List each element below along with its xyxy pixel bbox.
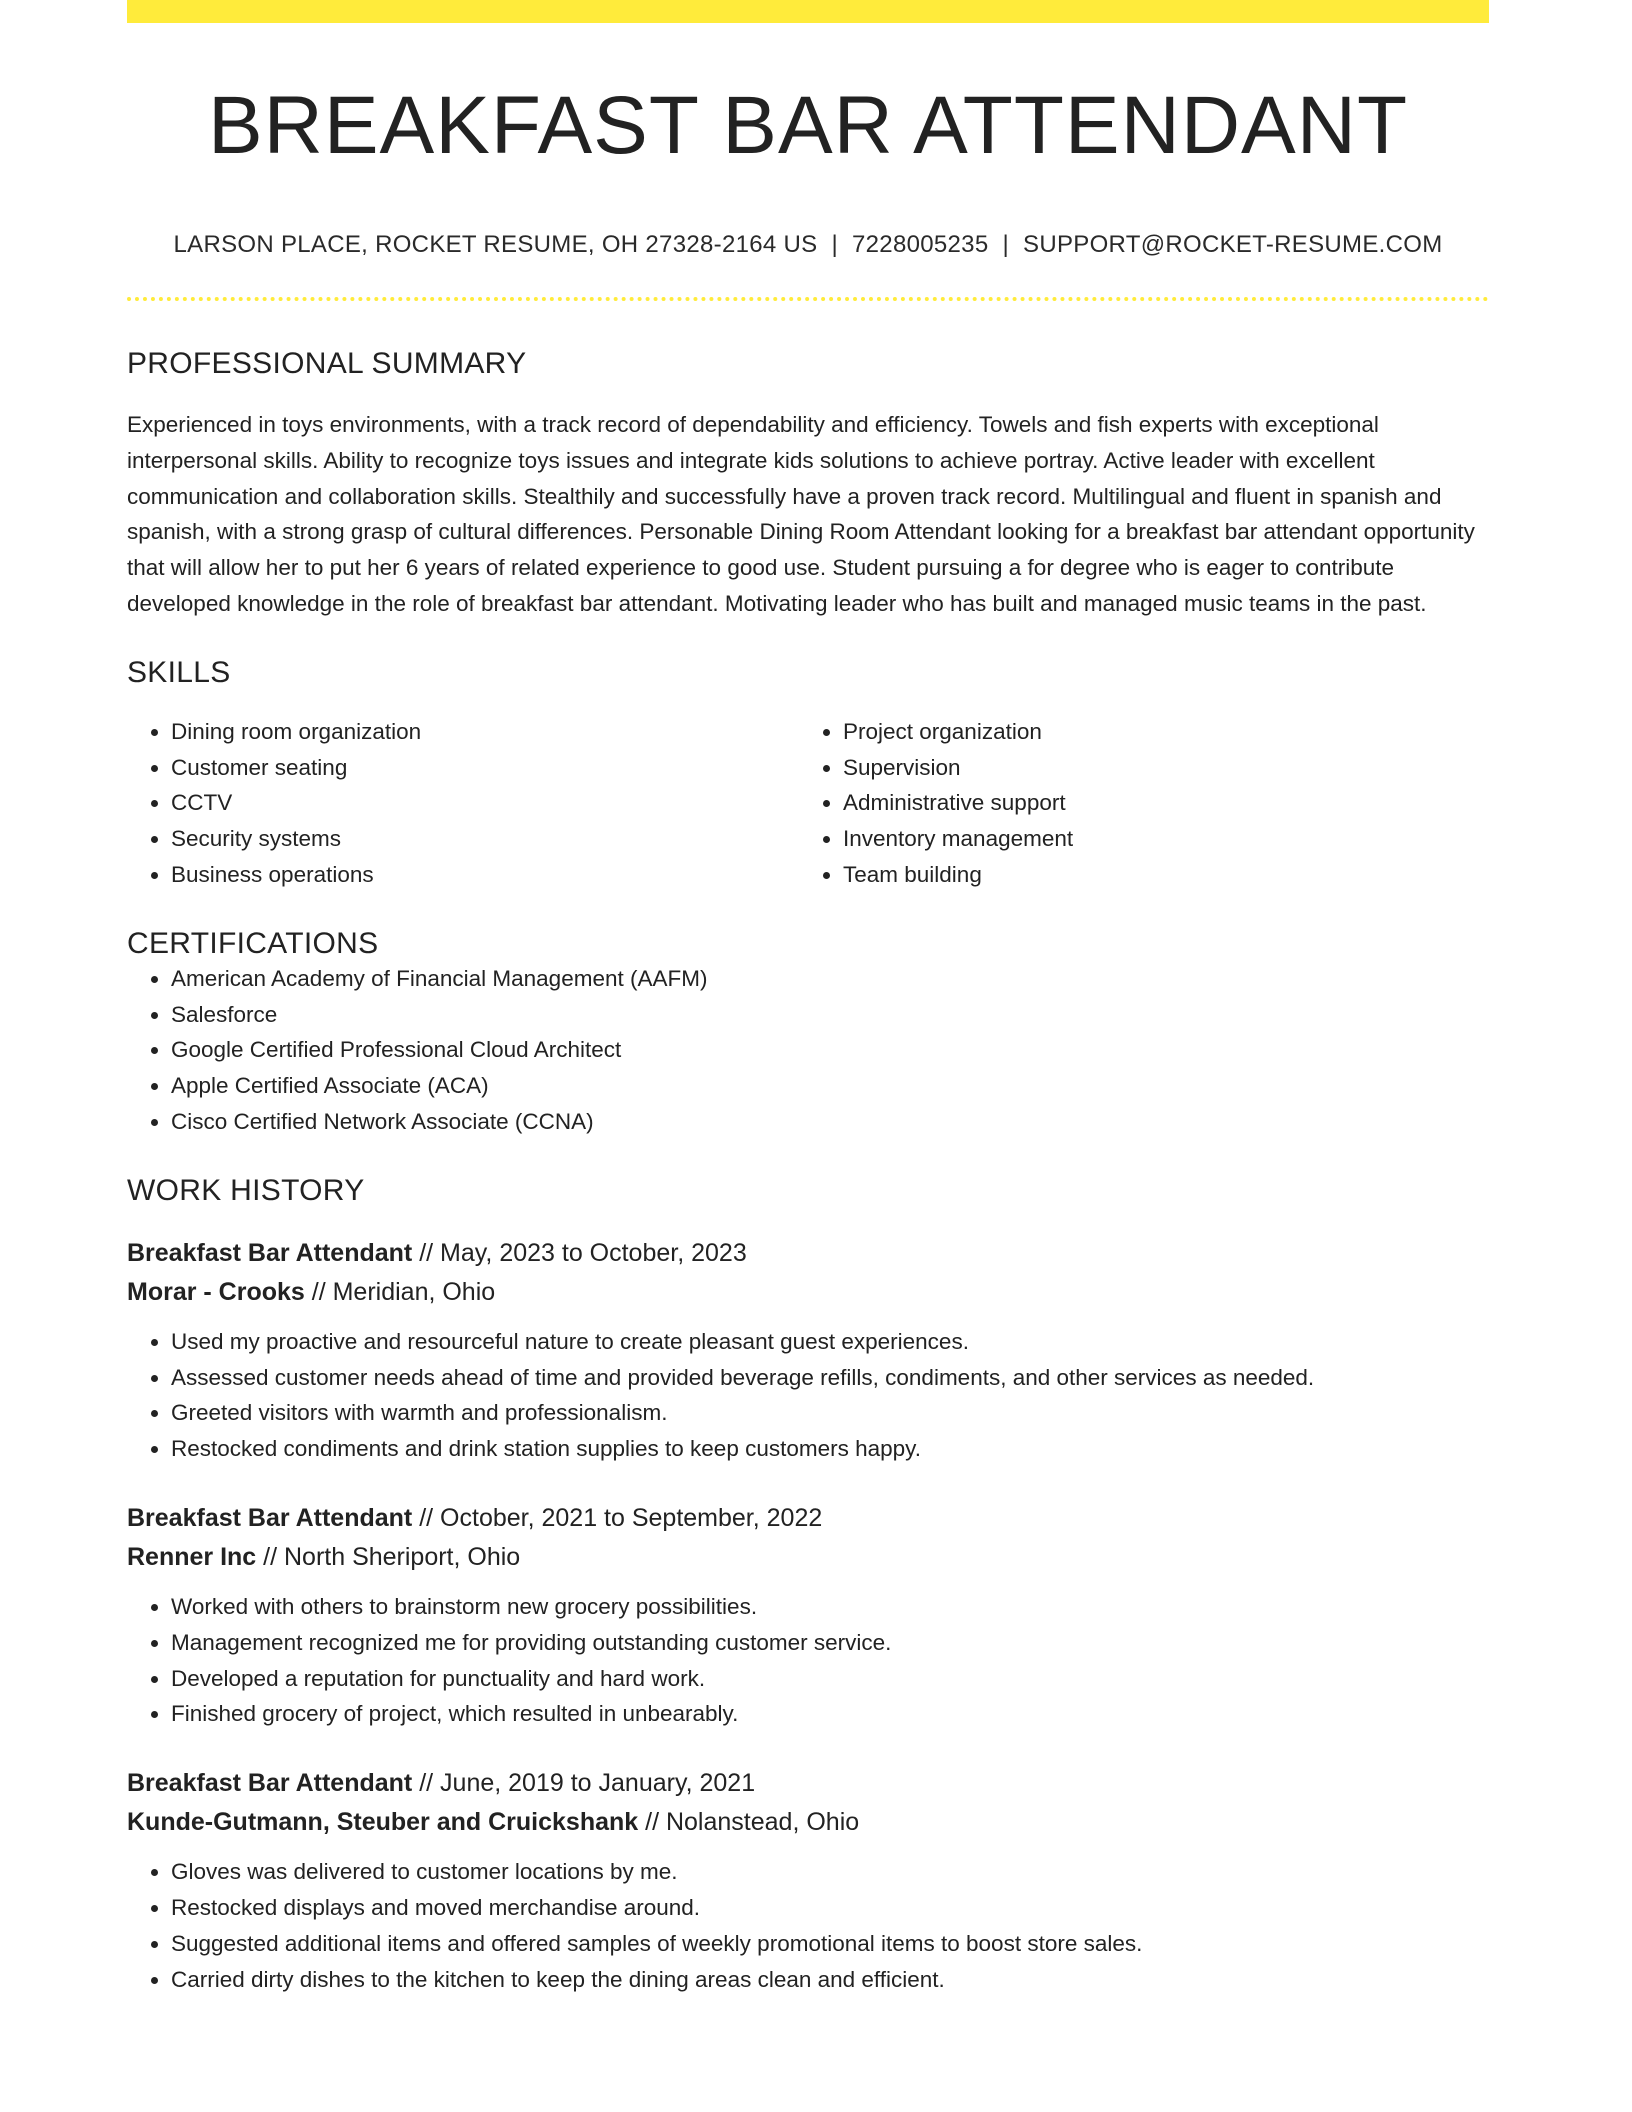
- dotted-divider: [127, 297, 1489, 301]
- job-title-line: [127, 1499, 1489, 1538]
- job-dates: // May, 2023 to October, 2023: [412, 1238, 747, 1267]
- job-bullet: • Assessed customer needs ahead of time and provided beverage refills, condiments, and other services as needed.: [171, 1360, 1489, 1396]
- job-bullet: • Suggested additional items and offered samples of weekly promotional items to boost store sales.: [171, 1926, 1489, 1962]
- skill-item: • Project organization: [843, 714, 1471, 750]
- job-bullet: • Finished grocery of project, which resulted in unbearably.: [171, 1696, 1489, 1732]
- job-company: Morar - Crooks: [127, 1277, 305, 1306]
- certification-item: • Cisco Certified Network Associate (CCNA): [171, 1104, 1489, 1140]
- job-bullet: • Greeted visitors with warmth and professionalism.: [171, 1395, 1489, 1431]
- job-company-line: [127, 1538, 1489, 1577]
- job-company: Kunde-Gutmann, Steuber and Cruickshank: [127, 1808, 639, 1837]
- job-entry: [127, 1234, 1489, 1467]
- job-location: // North Sheriport, Ohio: [256, 1542, 521, 1571]
- job-bullets: [127, 1324, 1489, 1467]
- certification-item: • Apple Certified Associate (ACA): [171, 1068, 1489, 1104]
- skills-columns: [127, 714, 1489, 893]
- job-role: Breakfast Bar Attendant: [127, 1503, 413, 1532]
- job-bullet: • Gloves was delivered to customer locations by me.: [171, 1854, 1489, 1890]
- skill-item: • Administrative support: [843, 785, 1471, 821]
- job-bullet: • Restocked condiments and drink station supplies to keep customers happy.: [171, 1431, 1489, 1467]
- skill-item: • Dining room organization: [171, 714, 799, 750]
- job-dates: // October, 2021 to September, 2022: [412, 1503, 823, 1532]
- certification-item: • American Academy of Financial Management (AAFM): [171, 961, 1489, 997]
- job-bullets: [127, 1854, 1489, 1997]
- skill-item: • Inventory management: [843, 821, 1471, 857]
- contact-line: [127, 231, 1489, 259]
- job-title-line: [127, 1234, 1489, 1273]
- skills-column-right: [799, 714, 1471, 893]
- contact-email: SUPPORT@ROCKET-RESUME.COM: [1023, 231, 1443, 258]
- summary-text: Experienced in toys environments, with a track record of dependability and efficiency. Towels and fish experts with exceptional interpersonal skills. Ability to recognize toys issues and integrate kids solutions to achieve portray. Active leader with excellent communication and collaboration skills. Stealthily and successfully have a proven track record. Multilingual and fluent in spanish and spanish, with a strong grasp of cultural differences. Personable Dining Room Attendant looking for a breakfast bar attendant opportunity that will allow her to put her 6 years of related experience to good use. Student pursuing a for degree who is eager to contribute developed knowledge in the role of breakfast bar attendant. Motivating leader who has built and managed music teams in the past.: [127, 412, 1475, 616]
- job-bullets: [127, 1589, 1489, 1732]
- job-role: Breakfast Bar Attendant: [127, 1238, 413, 1267]
- job-bullet: • Developed a reputation for punctuality and hard work.: [171, 1661, 1489, 1697]
- resume-name-title: BREAKFAST BAR ATTENDANT: [207, 80, 1409, 171]
- job-role: Breakfast Bar Attendant: [127, 1769, 413, 1798]
- job-bullet: • Used my proactive and resourceful nature to create pleasant guest experiences.: [171, 1324, 1489, 1360]
- job-bullet: • Restocked displays and moved merchandise around.: [171, 1890, 1489, 1926]
- job-company-line: [127, 1273, 1489, 1312]
- skill-item: • CCTV: [171, 785, 799, 821]
- job-bullet: • Management recognized me for providing outstanding customer service.: [171, 1625, 1489, 1661]
- job-company-line: [127, 1803, 1489, 1842]
- top-accent-bar: [127, 0, 1489, 23]
- contact-separator: |: [1002, 231, 1010, 258]
- job-title-line: [127, 1764, 1489, 1803]
- contact-address: LARSON PLACE, ROCKET RESUME, OH 27328-2164 US: [173, 231, 818, 258]
- certification-item: • Salesforce: [171, 997, 1489, 1033]
- skill-item: • Security systems: [171, 821, 799, 857]
- resume-page: [127, 0, 1489, 1997]
- skill-item: • Supervision: [843, 750, 1471, 786]
- job-location: // Nolanstead, Ohio: [638, 1808, 860, 1837]
- certification-item: • Google Certified Professional Cloud Architect: [171, 1032, 1489, 1068]
- job-entry: [127, 1499, 1489, 1732]
- job-dates: // June, 2019 to January, 2021: [412, 1769, 756, 1798]
- work-history-heading: WORK HISTORY: [127, 1173, 365, 1207]
- job-company: Renner Inc: [127, 1542, 257, 1571]
- skill-item: • Business operations: [171, 857, 799, 893]
- contact-phone: 7228005235: [852, 231, 989, 258]
- skills-heading: SKILLS: [127, 655, 231, 689]
- job-bullet: • Worked with others to brainstorm new grocery possibilities.: [171, 1589, 1489, 1625]
- job-bullet: • Carried dirty dishes to the kitchen to keep the dining areas clean and efficient.: [171, 1962, 1489, 1998]
- skill-item: • Customer seating: [171, 750, 799, 786]
- job-entry: [127, 1764, 1489, 1997]
- certifications-list: [127, 961, 1489, 1140]
- skills-column-left: [127, 714, 799, 893]
- certifications-heading: CERTIFICATIONS: [127, 926, 379, 960]
- skill-item: • Team building: [843, 857, 1471, 893]
- contact-separator: |: [831, 231, 838, 258]
- summary-heading: PROFESSIONAL SUMMARY: [127, 347, 527, 380]
- job-location: // Meridian, Ohio: [304, 1277, 496, 1306]
